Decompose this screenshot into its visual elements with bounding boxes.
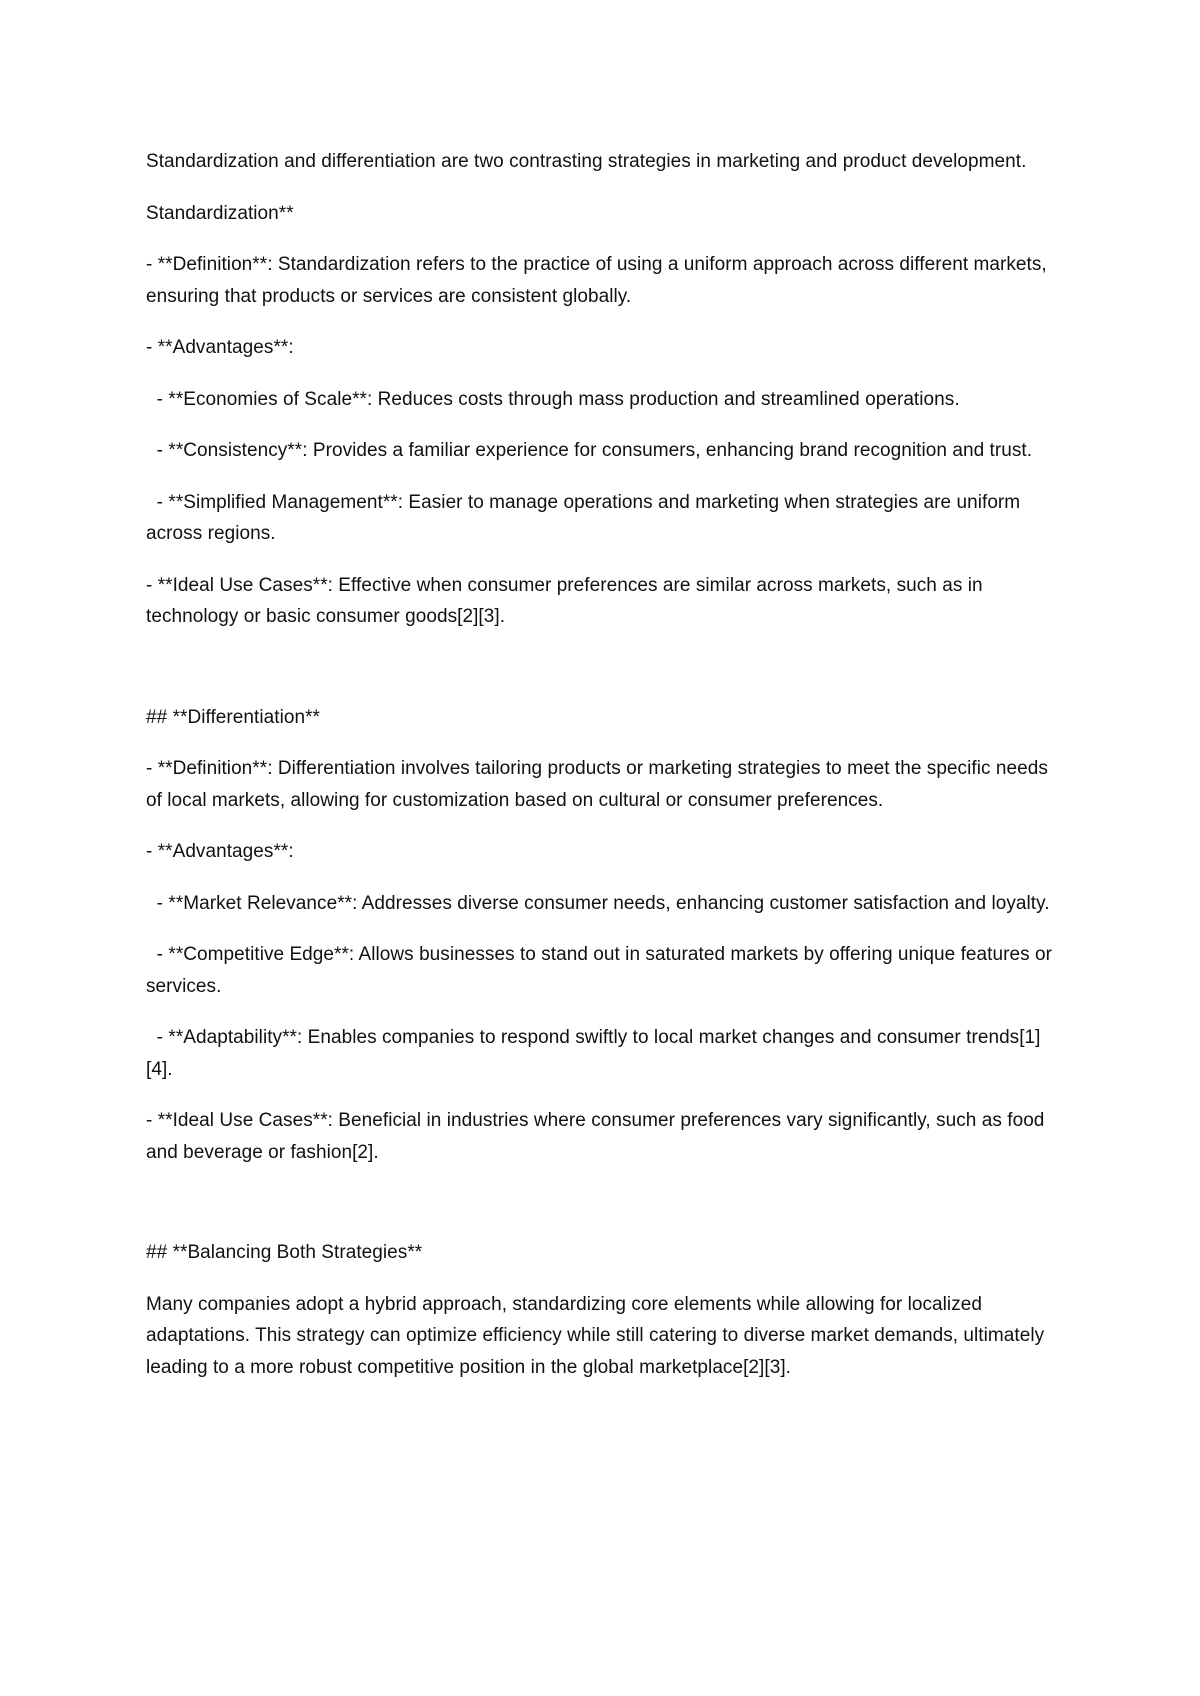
balancing-heading: ## **Balancing Both Strategies** — [146, 1242, 423, 1263]
differentiation-heading: ## **Differentiation** — [146, 706, 320, 728]
advantage-market-relevance: - **Market Relevance**: Addresses diverse consumer needs, enhancing customer satisfaction and loyalty. — [146, 892, 1050, 914]
advantage-adaptability: - **Adaptability**: Enables companies to respond swiftly to local market changes and consumer trends[1][4]. — [146, 1027, 1041, 1080]
standardization-ideal-use-cases: - **Ideal Use Cases**: Effective when consumer preferences are similar across markets, such as in technology or basic consumer goods[2][3]. — [146, 574, 988, 627]
standardization-advantages-label: - **Advantages**: — [146, 337, 294, 358]
balancing-paragraph: Many companies adopt a hybrid approach, standardizing core elements while allowing for localized adaptations. This strategy can optimize efficiency while still catering to diverse market demands, ultimately leading to a more robust competitive position in the global marketplace[2][3]. — [146, 1293, 1050, 1378]
differentiation-advantages-label: - **Advantages**: — [146, 841, 294, 862]
advantage-competitive-edge: - **Competitive Edge**: Allows businesses to stand out in saturated markets by offering unique features or services. — [146, 944, 1058, 997]
intro-paragraph: Standardization and differentiation are two contrasting strategies in marketing and product development. — [146, 151, 1027, 172]
standardization-definition: - **Definition**: Standardization refers to the practice of using a uniform approach across different markets, ensuring that products or services are consistent globally. — [146, 254, 1053, 307]
advantage-simplified-management: - **Simplified Management**: Easier to manage operations and marketing when strategies are uniform across regions. — [146, 491, 1026, 544]
standardization-heading: Standardization** — [146, 202, 294, 224]
advantage-consistency: - **Consistency**: Provides a familiar experience for consumers, enhancing brand recognition and trust. — [146, 440, 1033, 461]
advantage-economies-of-scale: - **Economies of Scale**: Reduces costs through mass production and streamlined operations. — [146, 388, 960, 410]
section-spacer — [146, 1188, 1066, 1237]
differentiation-definition: - **Definition**: Differentiation involves tailoring products or marketing strategies to meet the specific needs of local markets, allowing for customization based on cultural or consumer preferences. — [146, 758, 1054, 811]
differentiation-ideal-use-cases: - **Ideal Use Cases**: Beneficial in industries where consumer preferences vary significantly, such as food and beverage or fashion[2]. — [146, 1110, 1050, 1163]
document-body — [146, 146, 1066, 1403]
section-spacer — [146, 653, 1066, 702]
